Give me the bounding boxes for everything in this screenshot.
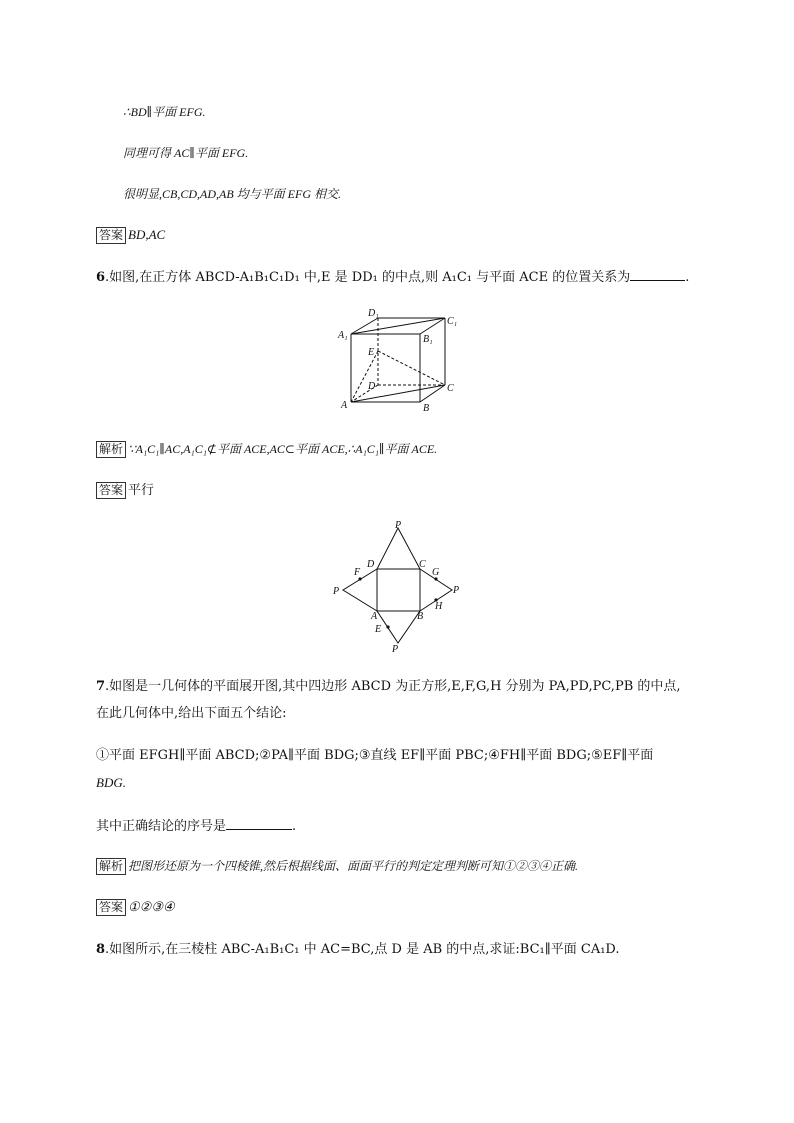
label-B1: B₁ [423, 334, 433, 345]
net-label-P-right: P [453, 585, 460, 596]
net-label-P-top: P [395, 520, 402, 531]
question-6-analysis-text: ∵A₁C₁∥AC,A₁C₁⊄平面 ACE,AC⊂平面 ACE,∴A₁C₁∥平面 ACE. [128, 442, 438, 456]
solution-line-2: 同理可得 AC∥平面 EFG. [123, 146, 249, 160]
label-A: A [341, 400, 348, 411]
net-label-B: B [417, 611, 424, 622]
cube-figure [335, 305, 465, 415]
solution-line-1: ∴BD∥平面 EFG. [123, 105, 206, 119]
label-B: B [423, 403, 430, 414]
net-label-C: C [419, 559, 426, 570]
question-7-analysis [96, 856, 578, 877]
label-D: D [368, 381, 376, 392]
question-7-blank [226, 815, 292, 830]
question-6: 6.如图,在正方体 ABCD-A₁B₁C₁D₁ 中,E 是 DD₁ 的中点,则 A₁C₁ 与平面 ACE 的位置关系为 . [96, 266, 689, 288]
net-label-P-bottom: P [392, 644, 399, 653]
question-7-answer [96, 897, 175, 918]
question-6-analysis [96, 439, 437, 460]
net-label-A: A [371, 611, 378, 622]
label-A1: A₁ [338, 330, 348, 341]
net-label-D: D [367, 559, 375, 570]
net-label-G: G [432, 567, 440, 578]
net-label-E: E [375, 624, 382, 635]
net-label-H: H [435, 601, 443, 612]
label-D1: D₁ [368, 308, 379, 319]
solution-line-3: 很明显,CB,CD,AD,AB 均与平面 EFG 相交. [123, 187, 341, 201]
question-8-text: .如图所示,在三棱柱 ABC-A₁B₁C₁ 中 AC=BC,点 D 是 AB 的中点,求证:BC₁∥平面 CA₁D. [105, 942, 620, 957]
answer-5: BD,AC [128, 227, 166, 242]
question-7-number: 7 [96, 679, 106, 694]
question-7-line-1 [96, 677, 681, 697]
question-7-analysis-text: 把图形还原为一个四棱锥,然后根据线面、面面平行的判定定理判断可知①②③④正确. [128, 859, 579, 873]
question-6-answer-text: 平行 [128, 483, 155, 498]
question-6-number: 6 [96, 270, 106, 285]
analysis-tag: 解析 [96, 858, 126, 875]
question-6-answer [96, 481, 154, 501]
question-7-line-2: 在此几何体中,给出下面五个结论: [96, 706, 287, 721]
net-figure [330, 518, 465, 653]
question-7-answer-text: ①②③④ [128, 899, 175, 914]
question-7-text-5: 其中正确结论的序号是 [96, 819, 227, 834]
net-label-P-left: P [333, 586, 340, 597]
answer-5-row [96, 225, 165, 246]
question-7-line-4: BDG. [96, 775, 126, 790]
analysis-tag: 解析 [96, 441, 126, 458]
question-6-blank [630, 266, 685, 281]
question-8-number: 8 [96, 942, 106, 957]
label-C1: C₁ [447, 316, 458, 327]
question-7-text-1: .如图是一几何体的平面展开图,其中四边形 ABCD 为正方形,E,F,G,H 分别为 PA,PD,PC,PB 的中点, [105, 679, 681, 694]
question-7-line-5: 其中正确结论的序号是 . [96, 815, 296, 837]
label-C: C [447, 383, 454, 394]
answer-tag: 答案 [96, 227, 126, 244]
answer-tag: 答案 [96, 482, 126, 499]
question-6-text: .如图,在正方体 ABCD-A₁B₁C₁D₁ 中,E 是 DD₁ 的中点,则 A₁C₁ 与平面 ACE 的位置关系为 [105, 270, 631, 285]
question-8 [96, 940, 620, 960]
label-E: E [368, 347, 375, 358]
question-7-line-3: ①平面 EFGH∥平面 ABCD;②PA∥平面 BDG;③直线 EF∥平面 PBC;④FH∥平面 BDG;⑤EF∥平面 [96, 748, 654, 763]
net-label-F: F [354, 567, 361, 578]
answer-tag: 答案 [96, 899, 126, 916]
